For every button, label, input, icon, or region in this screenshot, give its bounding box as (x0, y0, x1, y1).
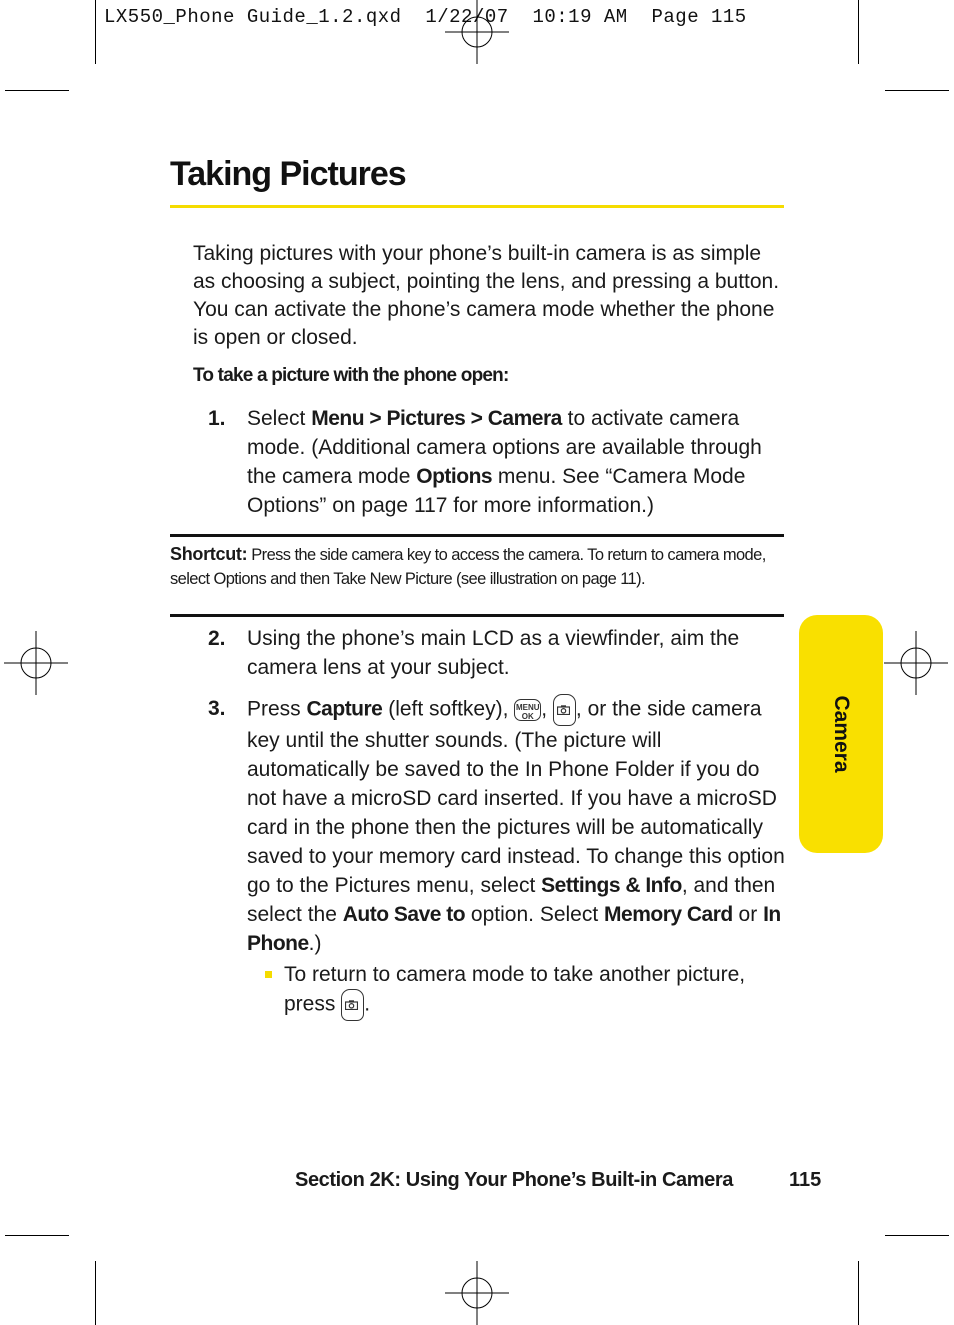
registration-mark-icon (884, 631, 948, 695)
memory-card-label: Memory Card (604, 903, 733, 926)
options-menu-label: Options (416, 465, 493, 488)
crop-mark (5, 1235, 69, 1236)
registration-mark-icon (445, 0, 509, 64)
menu-path: Menu > Pictures > Camera (311, 407, 562, 430)
in-phone-label: In Phone (247, 903, 781, 955)
title-underline (170, 205, 784, 208)
step-text: Select Menu > Pictures > Camera to activate camera mode. (Additional camera options are available through the camera mode Options menu. See “Camera Mode Options” on page 117 for more information.) (247, 407, 762, 517)
crop-mark (5, 90, 69, 91)
bullet-square-icon (265, 971, 272, 978)
section-tab-label: Camera (830, 695, 853, 773)
crop-mark (95, 0, 96, 64)
step-number: 1. (208, 407, 226, 430)
step-number: 3. (208, 697, 226, 720)
settings-info-label: Settings & Info (541, 874, 682, 897)
crop-mark (858, 1261, 859, 1325)
capture-softkey-label: Capture (306, 697, 383, 721)
step-text: Press Capture (left softkey), MENU OK , , or the side camera key until the shutter sounds. (The picture will automatically be saved to the In Phone Folder if you do not have a microSD card inserted. If you have a microSD card in the phone then the pictures will be automatically saved to your memory card instead. To change this option go to the Pictures menu, select Settings & Info, and then select the Auto Save to option. Select Memory Card or In Phone.) (247, 694, 787, 958)
crop-mark (885, 1235, 949, 1236)
step-text: Using the phone’s main LCD as a viewfinder, aim the camera lens at your subject. (247, 627, 740, 679)
print-slug: LX550_Phone Guide_1.2.qxd 1/22/07 10:19 AM Page 115 (104, 6, 747, 28)
page-title: Taking Pictures (170, 155, 406, 193)
crop-mark (885, 90, 949, 91)
menu-ok-key-icon: MENU OK (514, 699, 541, 721)
page-number: 115 (789, 1169, 822, 1191)
crop-mark (95, 1261, 96, 1325)
camera-key-icon (553, 694, 576, 726)
crop-mark (858, 0, 859, 64)
auto-save-label: Auto Save to (342, 903, 466, 926)
step-number: 2. (208, 627, 226, 650)
bullet-text: To return to camera mode to take another picture, press . (284, 960, 784, 1021)
camera-key-icon (341, 989, 364, 1021)
procedure-heading: To take a picture with the phone open: (193, 365, 509, 386)
footer-section-title: Section 2K: Using Your Phone’s Built-in Camera (295, 1169, 733, 1191)
registration-mark-icon (445, 1261, 509, 1325)
intro-paragraph: Taking pictures with your phone’s built-in camera is as simple as choosing a subject, pointing the lens, and pressing a button. You can activate the phone’s camera mode whether the phone is open or closed. (193, 242, 780, 349)
registration-mark-icon (4, 631, 68, 695)
shortcut-label: Shortcut: (170, 544, 248, 564)
shortcut-note (170, 534, 784, 617)
section-tab (799, 615, 883, 853)
shortcut-text: Press the side camera key to access the camera. To return to camera mode, select Options and then Take New Picture (see illustration on page 11). (170, 546, 766, 588)
